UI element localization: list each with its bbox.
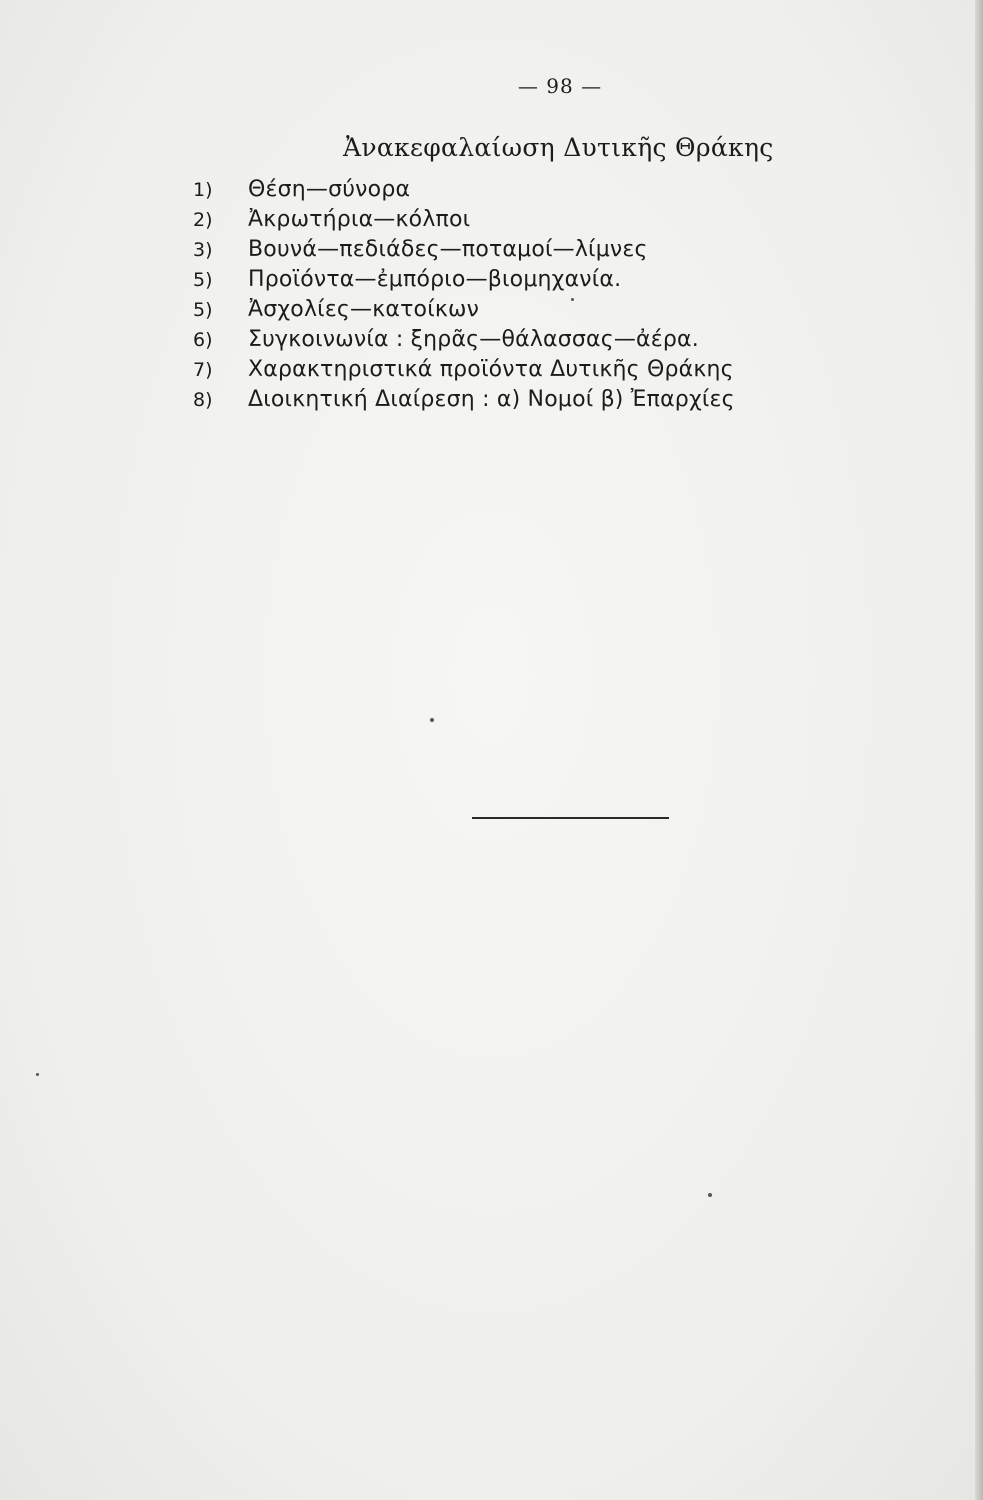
print-speck (36, 1073, 39, 1076)
list-item (193, 265, 735, 295)
list-item (193, 235, 735, 265)
section-heading: Ἀνακεφαλαίωση Δυτικῆς Θράκης (343, 133, 774, 162)
list-item-text: Προϊόντα—ἐμπόριο—βιομηχανία. (248, 267, 622, 292)
list-item-number: 5) (193, 299, 213, 321)
list-item-number: 7) (193, 359, 213, 381)
summary-list (193, 175, 735, 415)
list-item-number: 3) (193, 239, 213, 261)
horizontal-rule (472, 817, 669, 819)
list-item (193, 295, 735, 325)
list-item (193, 205, 735, 235)
list-item (193, 175, 735, 205)
list-item-text: Συγκοινωνία : ξηρᾶς—θάλασσας—ἀέρα. (248, 327, 699, 352)
list-item (193, 325, 735, 355)
page-number: — 98 — (517, 74, 603, 98)
list-item-number: 5) (193, 269, 213, 291)
print-speck (430, 718, 434, 722)
list-item-text: Ἀκρωτήρια—κόλποι (248, 207, 471, 232)
list-item-number: 6) (193, 329, 213, 351)
list-item-text: Βουνά—πεδιάδες—ποταμοί—λίμνες (248, 237, 648, 262)
list-item-text: Θέση—σύνορα (248, 177, 411, 202)
list-item-text: Χαρακτηριστικά προϊόντα Δυτικῆς Θράκης (248, 357, 734, 382)
list-item-number: 8) (193, 389, 213, 411)
page-edge-shadow (975, 0, 983, 1500)
list-item-number: 1) (193, 179, 213, 201)
list-item-text: Διοικητική Διαίρεση : α) Νομοί β) Ἐπαρχίες (248, 387, 735, 412)
list-item (193, 355, 735, 385)
print-speck (708, 1193, 712, 1197)
print-speck (571, 298, 574, 301)
list-item (193, 385, 735, 415)
list-item-text: Ἀσχολίες—κατοίκων (248, 297, 480, 322)
list-item-number: 2) (193, 209, 213, 231)
